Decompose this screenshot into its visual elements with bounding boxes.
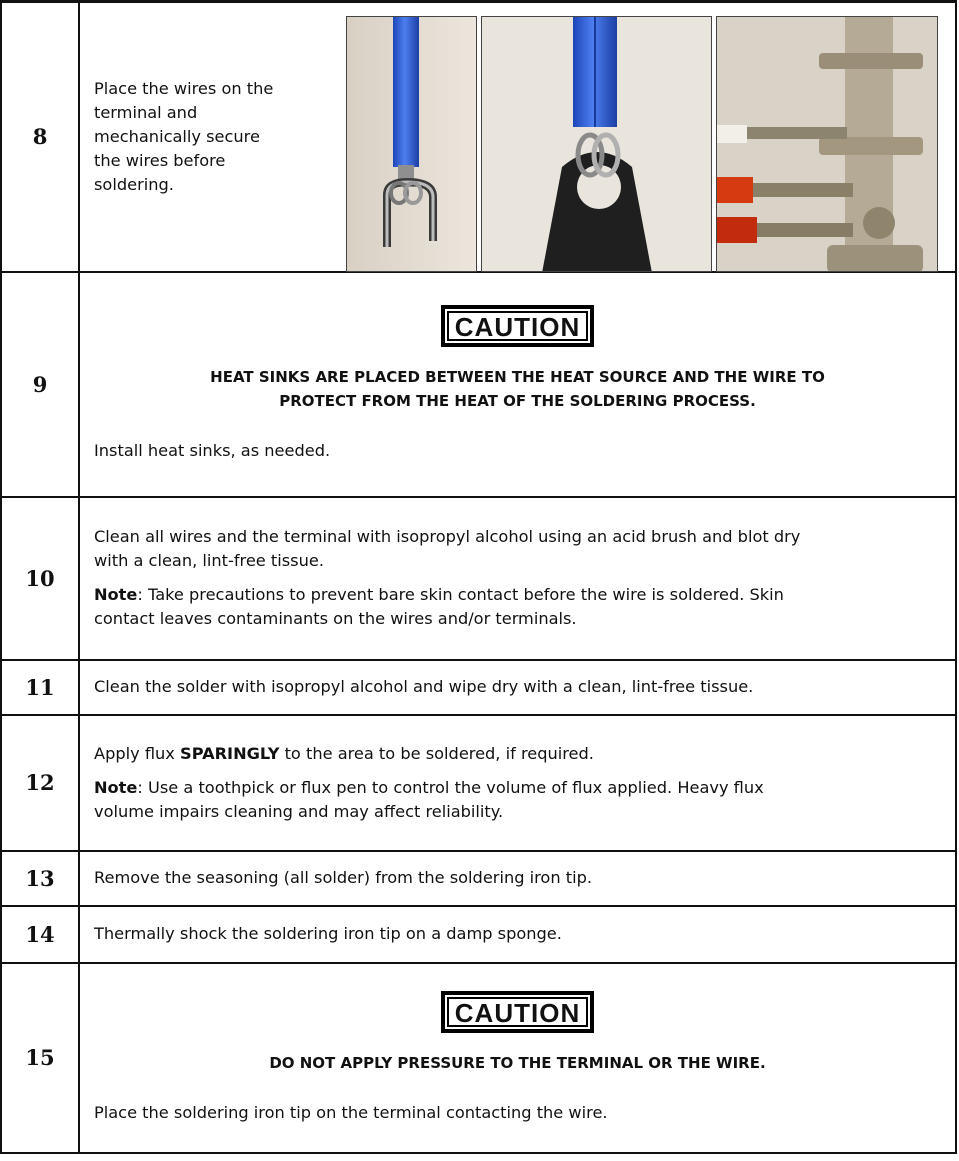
text-line: mechanically secure: [94, 126, 260, 146]
step-row-10: [1, 497, 956, 660]
note-label: Note: [94, 585, 138, 604]
text-post: to the area to be soldered, if required.: [279, 743, 594, 763]
note-line: [94, 583, 941, 607]
step-text: Thermally shock the soldering iron tip on a damp sponge.: [79, 906, 956, 963]
emphasis-text: SPARINGLY: [180, 743, 280, 763]
text-line: Clean all wires and the terminal with isopropyl alcohol using an acid brush and blot dry: [94, 527, 801, 546]
step-number: 14: [1, 906, 79, 963]
step-row-8: [1, 2, 956, 272]
note-line: [94, 776, 941, 800]
step-number: 8: [1, 2, 79, 272]
caution-label: CAUTION: [441, 991, 594, 1033]
step-row-12: [1, 715, 956, 851]
text-line: soldering.: [94, 174, 174, 194]
caution-label: CAUTION: [441, 305, 594, 347]
step-row-15: [1, 963, 956, 1153]
step-content: [79, 963, 956, 1153]
step-content: [79, 272, 956, 497]
note-line: contact leaves contaminants on the wires and/or terminals.: [94, 609, 577, 628]
step-text: Install heat sinks, as needed.: [94, 441, 331, 460]
step-number: 11: [1, 660, 79, 715]
warning-line: HEAT SINKS ARE PLACED BETWEEN THE HEAT SOURCE AND THE WIRE TO: [210, 368, 825, 386]
step-number: 13: [1, 851, 79, 906]
step-number: 10: [1, 497, 79, 660]
step-text: Clean the solder with isopropyl alcohol and wipe dry with a clean, lint-free tissue.: [79, 660, 956, 715]
caution-wrap: [94, 991, 941, 1033]
text-line: Place the wires on the: [94, 78, 274, 98]
photo-strip: [346, 16, 938, 272]
step-text: Remove the seasoning (all solder) from the soldering iron tip.: [79, 851, 956, 906]
note-label: Note: [94, 777, 138, 797]
step-row-13: [1, 851, 956, 906]
caution-wrap: [94, 305, 941, 347]
warning-line: DO NOT APPLY PRESSURE TO THE TERMINAL OR THE WIRE.: [269, 1053, 766, 1072]
step-row-9: [1, 272, 956, 497]
step-row-14: [1, 906, 956, 963]
step-content: [79, 715, 956, 851]
text-line: with a clean, lint-free tissue.: [94, 551, 324, 570]
step-text: Place the soldering iron tip on the terminal contacting the wire.: [94, 1102, 608, 1122]
step-number: 12: [1, 715, 79, 851]
step-row-11: [1, 660, 956, 715]
wire-post-photo: [716, 16, 938, 272]
wire-turret-photo: [481, 16, 712, 272]
text-line: the wires before: [94, 150, 226, 170]
text-line: terminal and: [94, 102, 198, 122]
note-line: volume impairs cleaning and may affect reliability.: [94, 801, 504, 821]
text-pre: Apply flux: [94, 743, 181, 763]
note-text: : Use a toothpick or flux pen to control the volume of flux applied. Heavy flux: [137, 777, 764, 797]
step-text: [94, 77, 334, 197]
step-number: 15: [1, 963, 79, 1153]
warning-line: PROTECT FROM THE HEAT OF THE SOLDERING PROCESS.: [279, 392, 756, 410]
text-line: [94, 742, 941, 766]
wire-hook-photo: [346, 16, 477, 272]
step-number: 9: [1, 272, 79, 497]
note-text: : Take precautions to prevent bare skin contact before the wire is soldered. Skin: [137, 585, 784, 604]
step-content: [79, 2, 956, 272]
step-content: [79, 497, 956, 660]
